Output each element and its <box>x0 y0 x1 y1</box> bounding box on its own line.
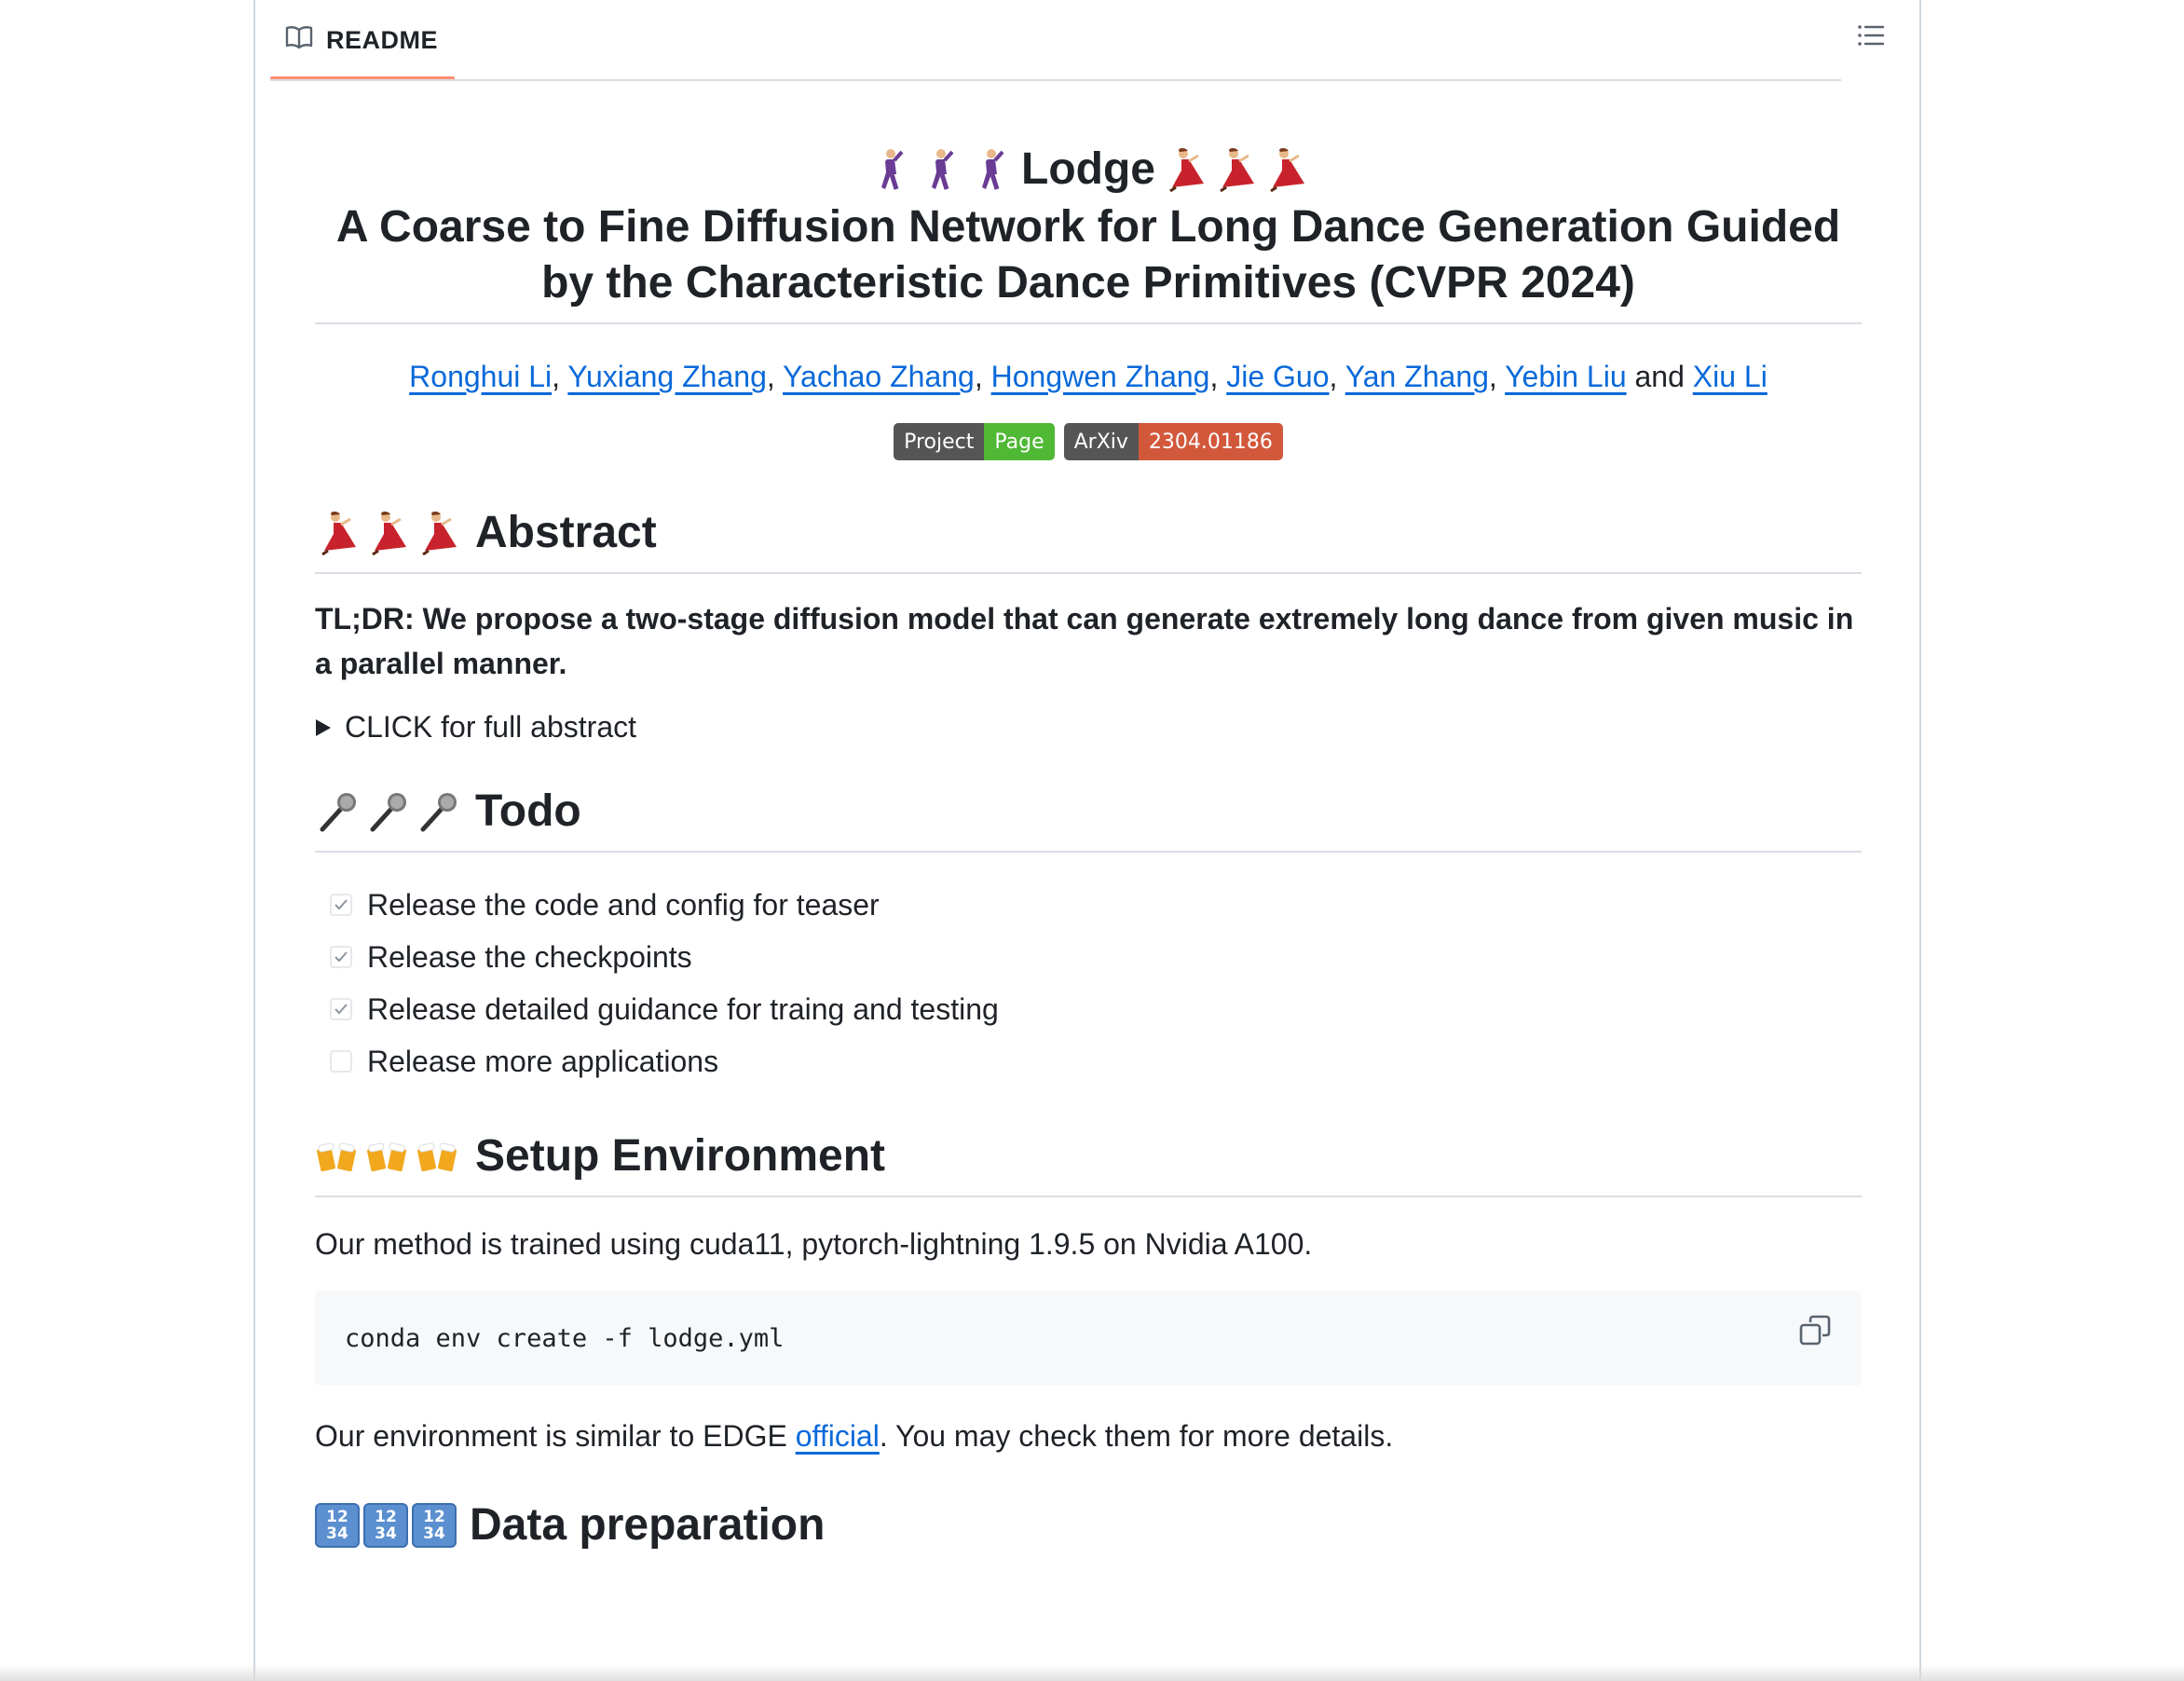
setup-note-before: Our environment is similar to EDGE <box>315 1419 796 1453</box>
title-block <box>315 140 1862 324</box>
man-dancing-icon <box>867 146 913 193</box>
woman-dancing-icon <box>315 510 362 556</box>
todo-item-label: Release detailed guidance for traing and testing <box>367 992 999 1026</box>
woman-dancing-icon <box>365 510 412 556</box>
todo-item <box>315 983 1862 1035</box>
woman-dancing-icon <box>416 510 462 556</box>
microphone-icon <box>365 788 412 835</box>
woman-dancing-icons <box>315 510 462 556</box>
todo-heading <box>315 784 1862 853</box>
todo-item-label: Release the checkpoints <box>367 940 692 974</box>
author-link[interactable]: Yachao Zhang <box>783 360 975 393</box>
full-abstract-toggle[interactable] <box>315 710 1862 745</box>
readme-header <box>255 0 1919 80</box>
beer-mugs-icons <box>315 1133 462 1180</box>
readme-tab[interactable] <box>270 0 455 80</box>
clinking-beer-mugs-icon <box>365 1133 412 1180</box>
authors-conjunction: and <box>1634 360 1685 393</box>
woman-dancing-icon <box>1263 146 1310 193</box>
author-link[interactable]: Yuxiang Zhang <box>567 360 767 393</box>
setup-note-after: . You may check them for more details. <box>879 1419 1394 1453</box>
todo-item-label: Release the code and config for teaser <box>367 888 880 922</box>
input-numbers-icon: 1234 <box>363 1503 408 1548</box>
project-name: Lodge <box>1021 144 1155 194</box>
tldr-text: TL;DR: We propose a two-stage diffusion model that can generate extremely long dance from given music in a parallel manner. <box>315 602 1854 680</box>
input-numbers-icon: 1234 <box>315 1503 360 1548</box>
data-preparation-heading <box>315 1497 1862 1565</box>
readme-panel <box>253 0 1921 1681</box>
author-link[interactable]: Xiu Li <box>1692 360 1768 393</box>
todo-item <box>315 879 1862 931</box>
checked-checkbox <box>330 998 352 1020</box>
badge-value: 2304.01186 <box>1139 423 1283 460</box>
man-dancing-icon <box>917 146 963 193</box>
setup-heading <box>315 1128 1862 1197</box>
setup-intro: Our method is trained using cuda11, pytorch-lightning 1.9.5 on Nvidia A100. <box>315 1227 1313 1261</box>
man-dancing-icons <box>867 146 1014 193</box>
readme-tab-label: README <box>326 25 439 54</box>
author-link[interactable]: Yan Zhang <box>1345 360 1489 393</box>
microphone-icon <box>315 788 362 835</box>
todo-list <box>315 879 1862 1087</box>
woman-dancing-icon <box>1163 146 1209 193</box>
todo-item-label: Release more applications <box>367 1045 719 1078</box>
woman-dancing-icon <box>1213 146 1260 193</box>
author-list: Ronghui Li, Yuxiang Zhang, Yachao Zhang, Hongwen Zhang, Jie Guo, Yan Zhang, Yebin Liu and Xiu Li <box>409 360 1768 393</box>
setup-heading-text: Setup Environment <box>475 1131 886 1181</box>
copy-icon <box>1799 1315 1831 1353</box>
full-abstract-label: CLICK for full abstract <box>345 710 636 744</box>
book-icon <box>285 25 313 56</box>
project-page-badge[interactable] <box>894 423 1055 460</box>
todo-heading-text: Todo <box>475 786 581 836</box>
todo-item <box>315 931 1862 983</box>
readme-content <box>315 140 1862 1565</box>
unchecked-checkbox <box>330 1050 352 1073</box>
input-numbers-icon: 1234 <box>412 1503 457 1548</box>
copy-button[interactable] <box>1796 1315 1834 1352</box>
badge-label: ArXiv <box>1064 423 1139 460</box>
setup-note <box>315 1414 1862 1458</box>
badge-label: Project <box>894 423 984 460</box>
triangle-right-icon <box>315 710 332 745</box>
bottom-shadow <box>0 1664 2184 1681</box>
badge-value: Page <box>984 423 1054 460</box>
clinking-beer-mugs-icon <box>416 1133 462 1180</box>
code-command[interactable]: conda env create -f lodge.yml <box>345 1323 785 1353</box>
abstract-heading <box>315 505 1862 574</box>
arxiv-badge[interactable] <box>1064 423 1283 460</box>
author-link[interactable]: Jie Guo <box>1226 360 1330 393</box>
checked-checkbox <box>330 894 352 916</box>
man-dancing-icon <box>967 146 1014 193</box>
checked-checkbox <box>330 946 352 968</box>
badge-row <box>315 423 1862 460</box>
paper-title: A Coarse to Fine Diffusion Network for Long Dance Generation Guided by the Characteristic Dance Primitives (CVPR 2024) <box>335 202 1841 308</box>
microphone-icons <box>315 788 462 835</box>
code-block <box>315 1291 1862 1386</box>
outline-button[interactable] <box>1849 17 1893 58</box>
todo-item <box>315 1035 1862 1087</box>
author-link[interactable]: Hongwen Zhang <box>990 360 1210 393</box>
woman-dancing-icons <box>1163 146 1310 193</box>
author-link[interactable]: Ronghui Li <box>409 360 553 393</box>
input-numbers-icons <box>315 1503 457 1548</box>
header-divider <box>270 79 1841 81</box>
edge-official-link[interactable]: official <box>795 1419 880 1453</box>
author-link[interactable]: Yebin Liu <box>1505 360 1627 393</box>
microphone-icon <box>416 788 462 835</box>
data-preparation-heading-text: Data preparation <box>470 1500 826 1550</box>
list-unordered-icon <box>1857 23 1885 52</box>
abstract-heading-text: Abstract <box>475 508 657 557</box>
clinking-beer-mugs-icon <box>315 1133 362 1180</box>
